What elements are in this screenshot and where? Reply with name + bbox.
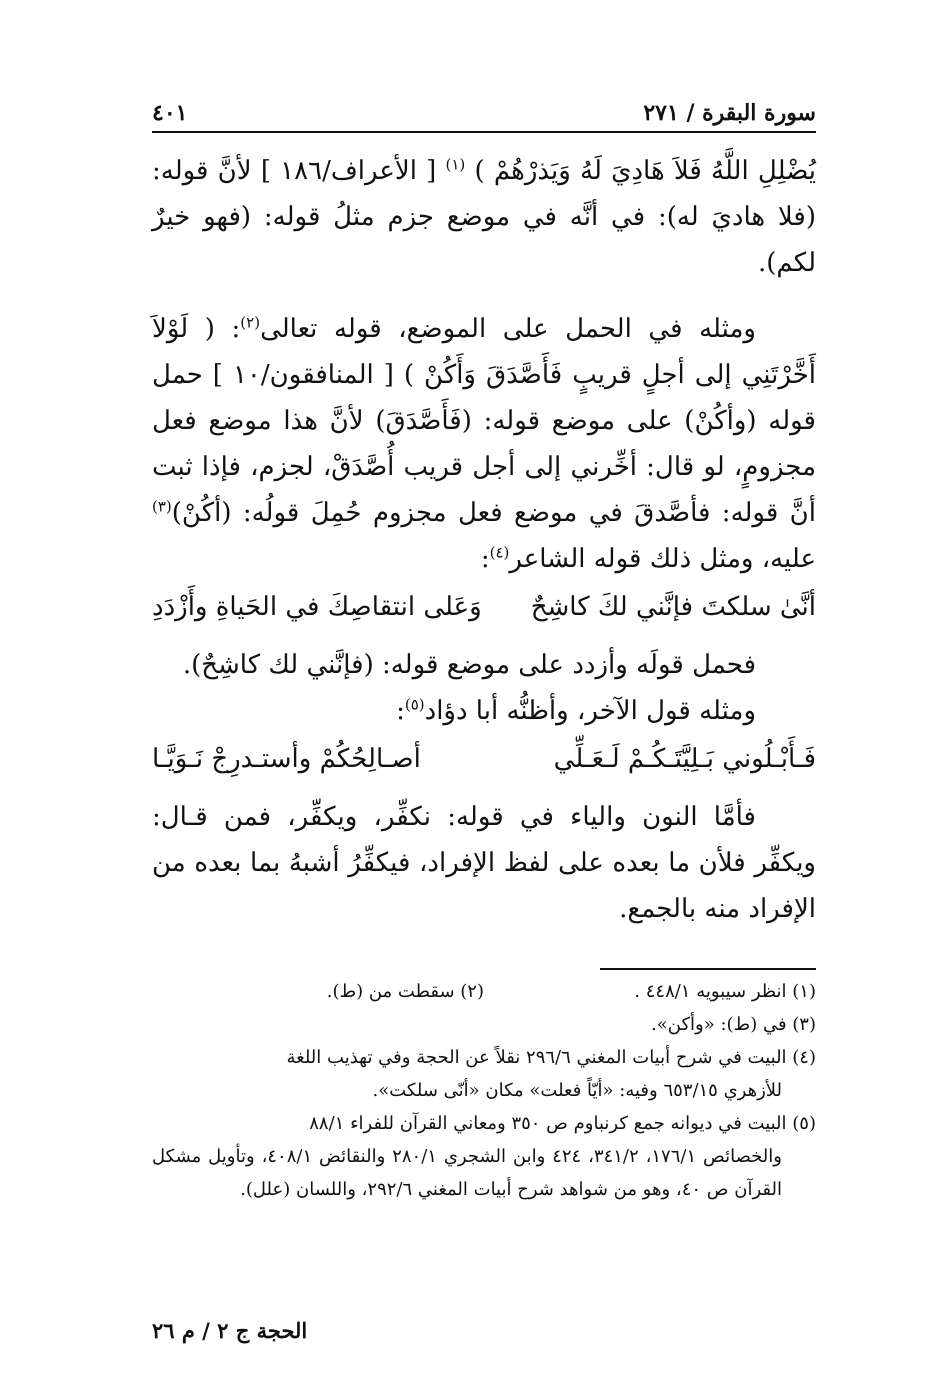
footnote-ref: (١) (445, 155, 466, 174)
paragraph-5: فأمَّا النون والياء في قوله: نكفِّر، ويكفِّر، فمن قـال: ويكفِّر فلأن ما بعده على لفظ الإفراد، فيكفِّرُ أشبهُ بما بعده من الإفراد منه بالجمع. (152, 802, 816, 924)
footnote-4: (٤) البيت في شرح أبيات المغني ٢٩٦/٦ نقلاً عن الحجة وفي تهذيب اللغة للأزهري ٦٥٣/١٥ وفيه: «أيّاً فعلت» مكان «أنّى سلكت». (286, 1047, 816, 1101)
poetry-verse-1 (152, 584, 816, 630)
paragraph-1: يُضْلِلِ اللَّهُ فَلاَ هَادِيَ لَهُ وَيَذرْهُمْ ) $^{(١)}$ [ الأعراف/١٨٦ ] لأنَّ قوله: (فلا هاديَ له): في أنَّه في موضع جزم مثلُ قوله: (فهو خيرٌ لكم). (152, 155, 816, 278)
page-number: ٤٠١ (152, 100, 188, 126)
paragraph-3: فحمل قولَه وأزدد على موضع قوله: (فإنَّني لك كاشِحٌ). (182, 650, 756, 680)
footnote-divider (600, 968, 816, 970)
footnote-2: (٢) سقطت من (ط). (326, 981, 484, 1002)
footnote-ref: (٣) (152, 497, 172, 516)
verse-hemistich-left: وَعَلى انتقاصِكَ في الحَياةِ وأَزْدَدِ (152, 592, 482, 622)
signature-mark: الحجة ج ٢ / م ٢٦ (152, 1318, 308, 1343)
paragraph-2: ومثله في الحمل على الموضع، قوله تعالى$^{(٢)}$: ( لَوْلاَ أَخَّرْتَنِي إلى أجلٍ قريبٍ فَأَصَّدَقَ وَأَكُنْ ) [ المنافقون/١٠ ] حمل قوله (وأكُنْ) على موضع قوله: (فَأَصَّدَقَ) لأنَّ هذا موضع فعل مجزومٍ، لو قال: أخِّرني إلى أجل قريب أُصَّدَقْ، لجزم، فإذا ثبت أنَّ قوله: فأصَّدقَ في موضع فعل مجزوم حُمِلَ قولُه: (أكُنْ)$^{(٣)}$ عليه، ومثل ذلك قوله الشاعر$^{(٤)}$: (152, 313, 817, 574)
footnote-ref: (٥) (404, 695, 425, 714)
page-header (152, 95, 816, 133)
verse-hemistich-right: فَـأَبْـلُوني بَـلِيَّتَـكُـمْ لَـعَـلِّي (553, 744, 816, 774)
footnotes (152, 975, 816, 1206)
footnote-ref: (٢) (240, 313, 261, 332)
poetry-verse-2 (152, 736, 816, 782)
running-title: سورة البقرة / ٢٧١ (643, 100, 816, 126)
footnote-5: (٥) البيت في ديوانه جمع كرنباوم ص ٣٥٠ ومعاني القرآن للفراء ٨٨/١ والخصائص ١٧٦/١، ٣٤١/٢، ٤٢٤ وابن الشجري ٢٨٠/١ والنقائض ٤٠٨/١، وتأويل مشكل القرآن ص ٤٠، وهو من شواهد شرح أبيات المغني ٢٩٢/٦، واللسان (علل). (152, 1113, 816, 1200)
verse-hemistich-right: أنَّىٰ سلكتَ فإنَّني لكَ كاشِحٌ (530, 592, 816, 622)
main-text (152, 148, 816, 932)
footnote-3: (٣) في (ط): «وأكن». (651, 1014, 816, 1035)
footnote-1: (١) انظر سيبويه ٤٤٨/١ . (634, 981, 816, 1002)
paragraph-4: ومثله قول الآخر، وأظنُّه أبا دؤاد$^{(٥)}$: (396, 695, 756, 726)
verse-hemistich-left: أصـالِحُكُمْ وأستـدرِجْ نَـوَيَّـا (152, 744, 421, 774)
footnote-ref: (٤) (489, 543, 510, 562)
